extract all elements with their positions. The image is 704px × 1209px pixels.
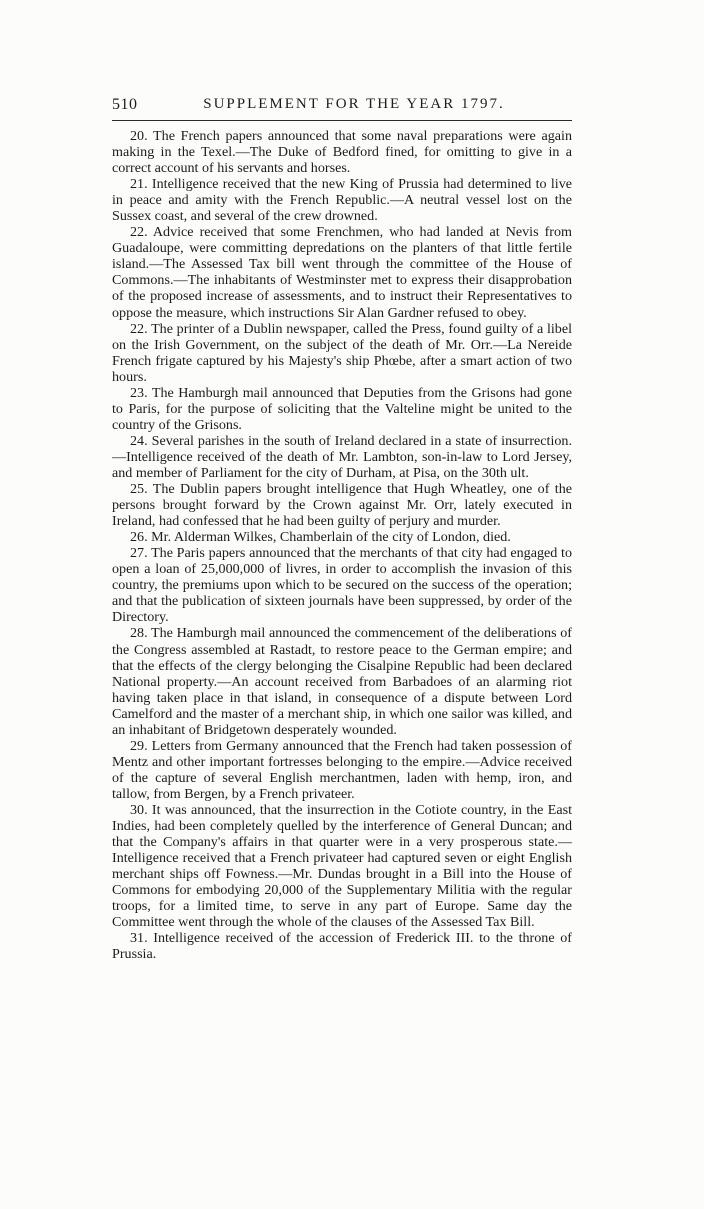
entry-29: 29. Letters from Germany announced that the French had taken possession of Mentz and other important fortresses belonging to the empire.—Advice received of the capture of several English merchantmen, laden with hemp, iron, and tallow, from Bergen, by a French privateer.	[112, 737, 572, 802]
entry-31: 31. Intelligence received of the accession of Frederick III. to the throne of Prussia.	[112, 930, 572, 963]
entry-21: 21. Intelligence received that the new King of Prussia had determined to live in peace and amity with the French Republic.—A neutral vessel lost on the Sussex coast, and several of the crew drowned.	[112, 176, 572, 225]
page-number: 510	[112, 96, 138, 113]
entry-25: 25. The Dublin papers brought intelligence that Hugh Wheatley, one of the persons brought forward by the Crown against Mr. Orr, lately executed in Ireland, had confessed that he had been guilty of perjury and murder.	[112, 481, 572, 530]
chronicle-text	[112, 128, 572, 962]
entry-22b: 22. The printer of a Dublin newspaper, called the Press, found guilty of a libel on the Irish Government, on the subject of the death of Mr. Orr.—La Nereide French frigate captured by his Majesty's ship Phœbe, after a smart action of two hours.	[112, 320, 572, 385]
entry-22a: 22. Advice received that some Frenchmen, who had landed at Nevis from Guadaloupe, were committing depredations on the planters of that little fertile island.—The Assessed Tax bill went through the committee of the House of Commons.—The inhabitants of Westminster met to express their disapprobation of the proposed increase of assessments, and to instruct their Representatives to oppose the measure, which instructions Sir Alan Gardner refused to obey.	[112, 224, 572, 321]
entry-28: 28. The Hamburgh mail announced the commencement of the deliberations of the Congress assembled at Rastadt, to restore peace to the German empire; and that the effects of the clergy belonging the Cisalpine Republic had been declared National property.—An account received from Barbadoes of an alarming riot having taken place in that island, in consequence of a dispute between Lord Camelford and the master of a merchant ship, in which one sailor was killed, and an inhabitant of Bridgetown desperately wounded.	[112, 625, 572, 738]
entry-24: 24. Several parishes in the south of Ireland declared in a state of insurrection.—Intelligence received of the death of Mr. Lambton, son-in-law to Lord Jersey, and member of Parliament for the city of Durham, at Pisa, on the 30th ult.	[112, 432, 572, 481]
entry-20: 20. The French papers announced that some naval preparations were again making in the Texel.—The Duke of Bedford fined, for omitting to give in a correct account of his servants and horses.	[112, 128, 572, 177]
header-rule	[112, 120, 572, 121]
entry-30: 30. It was announced, that the insurrection in the Cotiote country, in the East Indies, had been completely quelled by the interference of General Duncan; and that the Company's affairs in that quarter were in a very prosperous state.—Intelligence received that a French privateer had captured seven or eight English merchant ships off Fowness.—Mr. Dundas brought in a Bill into the House of Commons for embodying 20,000 of the Supplementary Militia with the regular troops, for a limited time, to serve in any part of Europe. Same day the Committee went through the whole of the clauses of the Assessed Tax Bill.	[112, 801, 572, 931]
entry-23: 23. The Hamburgh mail announced that Deputies from the Grisons had gone to Paris, for the purpose of soliciting that the Valteline might be united to the country of the Grisons.	[112, 384, 572, 433]
entry-26: 26. Mr. Alderman Wilkes, Chamberlain of the city of London, died.	[130, 529, 511, 546]
page-header	[112, 96, 572, 118]
entry-27: 27. The Paris papers announced that the merchants of that city had engaged to open a loan of 25,000,000 of livres, in order to accomplish the invasion of this country, the premiums upon which to be secured on the success of the operation; and that the publication of sixteen journals have been suppressed, by order of the Directory.	[112, 545, 572, 626]
running-title: SUPPLEMENT FOR THE YEAR 1797.	[203, 96, 505, 112]
